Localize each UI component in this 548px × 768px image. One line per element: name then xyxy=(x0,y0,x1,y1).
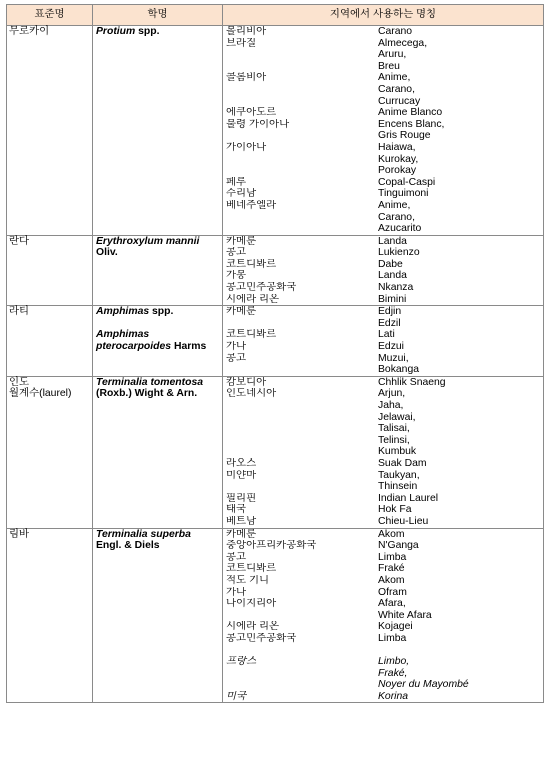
region-name: 가나 xyxy=(226,586,247,598)
local-name: Anime, xyxy=(378,199,411,211)
header-standard-name: 표준명 xyxy=(7,5,93,26)
local-name: Currucay xyxy=(378,95,421,107)
local-name-list xyxy=(378,575,543,587)
local-name: Jelawai, xyxy=(378,411,416,423)
region-entry xyxy=(223,107,543,119)
scientific-name-line xyxy=(96,247,222,259)
scientific-name-line xyxy=(96,341,222,353)
local-name-list xyxy=(378,270,543,282)
local-name: Ofram xyxy=(378,586,407,598)
local-name: Porokay xyxy=(378,165,417,177)
local-name: Thinsein xyxy=(378,481,418,493)
local-name: Encens Blanc, xyxy=(378,118,445,130)
region-entry xyxy=(223,388,543,458)
scientific-name-cell xyxy=(93,306,223,377)
local-name: Korina xyxy=(378,690,409,702)
scientific-authority: Engl. & Diels xyxy=(96,540,160,552)
local-name-list xyxy=(378,587,543,599)
standard-name-cell xyxy=(7,376,93,528)
region-name: 볼리비아 xyxy=(226,26,267,37)
local-name: White Afara xyxy=(378,609,432,621)
scientific-name-line xyxy=(96,377,222,389)
local-name-list xyxy=(378,329,543,341)
local-name-list xyxy=(378,552,543,564)
region-name: 나이지리아 xyxy=(226,598,277,610)
local-name-list xyxy=(378,470,543,493)
region-entry xyxy=(223,341,543,353)
local-name-list xyxy=(378,388,543,458)
standard-name-cell xyxy=(7,26,93,236)
region-name: 가나 xyxy=(226,341,247,353)
region-name: 콩고민주공화국 xyxy=(226,632,297,644)
region-entry xyxy=(223,200,543,235)
region-name: 미국 xyxy=(226,690,247,702)
local-name: Limba xyxy=(378,551,407,563)
scientific-name-cell xyxy=(93,26,223,236)
local-name-list xyxy=(378,458,543,470)
local-name-list xyxy=(378,247,543,259)
region-name: 콩고 xyxy=(226,247,247,259)
region-entry xyxy=(223,119,543,142)
region-name: 적도 기니 xyxy=(226,574,270,586)
standard-name-text: 인도 xyxy=(9,376,30,388)
region-name: 캄보디아 xyxy=(226,376,267,388)
local-name: Kojagei xyxy=(378,621,413,633)
region-entry xyxy=(223,470,543,493)
region-name: 수리남 xyxy=(226,188,257,200)
local-name: Muzui, xyxy=(378,352,409,364)
region-entry xyxy=(223,644,543,656)
region-entry xyxy=(223,306,543,329)
local-name-list xyxy=(378,236,543,248)
local-name-list xyxy=(378,529,543,541)
local-name-list xyxy=(378,691,543,703)
local-name-list xyxy=(378,282,543,294)
table-row xyxy=(7,376,544,528)
region-name: 베트남 xyxy=(226,515,257,527)
local-name-list xyxy=(378,341,543,353)
region-entry xyxy=(223,236,543,248)
table-row xyxy=(7,528,544,703)
region-entry xyxy=(223,587,543,599)
region-name: 코트디봐르 xyxy=(226,329,277,341)
local-name-list xyxy=(378,563,543,575)
scientific-name-cell xyxy=(93,528,223,703)
region-entry xyxy=(223,177,543,189)
scientific-name-cell xyxy=(93,376,223,528)
local-name: Suak Dam xyxy=(378,457,427,469)
table-row xyxy=(7,26,544,236)
scientific-authority: Oliv. xyxy=(96,247,118,259)
wood-names-table xyxy=(6,4,544,703)
local-name: Fraké xyxy=(378,563,405,575)
local-name-list xyxy=(378,353,543,376)
local-name-list xyxy=(378,177,543,189)
local-name-list xyxy=(378,504,543,516)
local-name: Noyer du Mayombé xyxy=(378,679,469,691)
region-entry xyxy=(223,353,543,376)
header-row xyxy=(7,5,544,26)
local-name: Aruru, xyxy=(378,49,407,61)
local-name: Akom xyxy=(378,574,405,586)
local-name: Dabe xyxy=(378,258,403,270)
standard-name-text: 란다 xyxy=(9,235,30,247)
standard-name-text: 무로카이 xyxy=(9,26,50,37)
region-name xyxy=(223,644,378,656)
region-name: 카메룬 xyxy=(226,235,257,247)
local-name-list xyxy=(378,493,543,505)
region-name: 에쿠아도르 xyxy=(226,107,277,119)
local-name: Talisai, xyxy=(378,423,410,435)
region-entry xyxy=(223,504,543,516)
region-name: 콩고 xyxy=(226,352,247,364)
local-names-cell xyxy=(223,528,544,703)
region-entry xyxy=(223,188,543,200)
local-name: Nkanza xyxy=(378,282,414,294)
local-name-list xyxy=(378,598,543,621)
local-name: Jaha, xyxy=(378,400,404,411)
scientific-authority: spp. xyxy=(149,306,174,318)
local-name-list xyxy=(378,633,543,645)
local-name: Bokanga xyxy=(378,364,420,376)
region-entry xyxy=(223,72,543,107)
local-name: Akom xyxy=(378,528,405,540)
local-name: Lukienzo xyxy=(378,247,420,259)
region-entry xyxy=(223,621,543,633)
region-name: 콩고 xyxy=(226,551,247,563)
standard-name-text: 라티 xyxy=(9,306,30,318)
scientific-authority: spp. xyxy=(135,26,160,37)
region-entry xyxy=(223,26,543,38)
region-entry xyxy=(223,552,543,564)
local-name: N'Ganga xyxy=(378,540,419,552)
local-name: Carano xyxy=(378,26,413,37)
local-name-list xyxy=(378,119,543,142)
local-name: Fraké, xyxy=(378,667,408,679)
local-name: Anime Blanco xyxy=(378,107,443,119)
scientific-genus-species: Protium xyxy=(96,26,136,37)
local-names-cell xyxy=(223,306,544,377)
local-names-cell xyxy=(223,376,544,528)
local-name: Carano, xyxy=(378,83,415,95)
scientific-name-line xyxy=(96,388,222,400)
standard-name-text: 림바 xyxy=(9,528,30,540)
local-name: Limbo, xyxy=(378,656,410,668)
region-name: 가봉 xyxy=(226,270,247,282)
scientific-authority: Harms xyxy=(171,341,207,353)
local-name-list xyxy=(378,142,543,177)
region-name: 카메룬 xyxy=(226,528,257,540)
region-name: 라오스 xyxy=(226,457,257,469)
region-name: 가이아나 xyxy=(226,141,267,153)
region-entry xyxy=(223,691,543,703)
local-name: Hok Fa xyxy=(378,504,412,516)
local-name: Tinguimoni xyxy=(378,188,429,200)
local-name: Edzil xyxy=(378,317,401,329)
local-name: Indian Laurel xyxy=(378,492,439,504)
region-name: 시에라 리온 xyxy=(226,293,280,305)
local-name: Landa xyxy=(378,270,407,282)
region-name: 콜롬비아 xyxy=(226,72,267,84)
region-name: 코트디봐르 xyxy=(226,563,277,575)
local-name-list xyxy=(378,259,543,271)
local-name xyxy=(378,644,543,656)
region-entry xyxy=(223,247,543,259)
region-entry xyxy=(223,529,543,541)
scientific-genus-species: pterocarpoides xyxy=(96,341,172,353)
region-entry xyxy=(223,563,543,575)
local-name: Arjun, xyxy=(378,388,406,400)
region-entry xyxy=(223,259,543,271)
local-name: Taukyan, xyxy=(378,469,420,481)
local-name: Landa xyxy=(378,235,407,247)
scientific-name-line xyxy=(96,306,222,318)
local-name: Almecega, xyxy=(378,37,428,49)
local-name: Azucarito xyxy=(378,223,422,235)
local-name-list xyxy=(378,656,543,691)
region-name: 프랑스 xyxy=(226,656,257,668)
region-name: 브라질 xyxy=(226,37,257,49)
local-name: Chieu-Lieu xyxy=(378,515,429,527)
local-name: Gris Rouge xyxy=(378,130,431,142)
local-names-cell xyxy=(223,235,544,306)
local-name: Copal-Caspi xyxy=(378,176,436,188)
table-row xyxy=(7,235,544,306)
scientific-genus-species: Erythroxylum mannii xyxy=(96,235,200,247)
scientific-genus-species: Amphimas xyxy=(96,329,150,341)
local-name-list xyxy=(378,200,543,235)
scientific-name-line xyxy=(96,529,222,541)
scientific-name-line xyxy=(96,236,222,248)
region-entry xyxy=(223,516,543,528)
local-name: Limba xyxy=(378,632,407,644)
region-name: 카메룬 xyxy=(226,306,257,318)
local-name-list xyxy=(378,377,543,389)
region-name: 중앙아프리카공화국 xyxy=(226,540,317,552)
scientific-authority: (Roxb.) Wight & Arn. xyxy=(96,388,198,400)
local-name-list xyxy=(378,72,543,107)
region-name: 페루 xyxy=(226,176,247,188)
region-entry xyxy=(223,294,543,306)
region-entry xyxy=(223,270,543,282)
scientific-genus-species: Terminalia tomentosa xyxy=(96,376,204,388)
local-name: Kurokay, xyxy=(378,153,419,165)
region-name: 미얀마 xyxy=(226,469,257,481)
region-entry xyxy=(223,377,543,389)
local-name-list xyxy=(378,26,543,38)
local-name: Edjin xyxy=(378,306,402,318)
region-entry xyxy=(223,540,543,552)
region-name: 필리핀 xyxy=(226,492,257,504)
local-name: Edzui xyxy=(378,341,404,353)
local-name-list xyxy=(378,38,543,73)
scientific-genus-species: Amphimas xyxy=(96,306,150,318)
local-name-list xyxy=(378,188,543,200)
region-name: 시에라 리온 xyxy=(226,621,280,633)
header-scientific-name: 학명 xyxy=(93,5,223,26)
header-local-names: 지역에서 사용하는 명칭 xyxy=(223,5,544,26)
region-name: 베네주엘라 xyxy=(226,199,277,211)
local-name: Carano, xyxy=(378,211,415,223)
region-entry xyxy=(223,598,543,621)
region-name: 태국 xyxy=(226,504,247,516)
standard-name-text: 월계수(laurel) xyxy=(9,388,72,400)
local-name-list xyxy=(378,644,543,656)
region-entry xyxy=(223,633,543,645)
table-body xyxy=(7,26,544,703)
scientific-name-line xyxy=(96,318,222,330)
region-name: 코트디봐르 xyxy=(226,258,277,270)
region-entry xyxy=(223,656,543,691)
standard-name-cell xyxy=(7,235,93,306)
local-names-cell xyxy=(223,26,544,236)
local-name: Lati xyxy=(378,329,395,341)
region-entry xyxy=(223,282,543,294)
local-name: Haiawa, xyxy=(378,141,416,153)
local-name: Breu xyxy=(378,60,400,72)
local-name: Telinsi, xyxy=(378,434,410,446)
scientific-genus-species: Terminalia superba xyxy=(96,528,191,540)
region-entry xyxy=(223,142,543,177)
region-entry xyxy=(223,493,543,505)
region-entry xyxy=(223,329,543,341)
region-name: 인도네시아 xyxy=(226,388,277,400)
local-name-list xyxy=(378,107,543,119)
local-name-list xyxy=(378,516,543,528)
local-name: Kumbuk xyxy=(378,446,417,458)
region-name: 콩고민주공화국 xyxy=(226,282,297,294)
region-entry xyxy=(223,38,543,73)
scientific-name-cell xyxy=(93,235,223,306)
local-name-list xyxy=(378,294,543,306)
region-entry xyxy=(223,458,543,470)
standard-name-cell xyxy=(7,528,93,703)
region-entry xyxy=(223,575,543,587)
scientific-name-line xyxy=(96,329,222,341)
local-name: Afara, xyxy=(378,598,406,610)
standard-name-cell xyxy=(7,306,93,377)
local-name: Chhlik Snaeng xyxy=(378,376,446,388)
local-name-list xyxy=(378,306,543,329)
local-name: Anime, xyxy=(378,72,411,84)
table-row xyxy=(7,306,544,377)
local-name: Bimini xyxy=(378,293,407,305)
region-name: 불령 가이아나 xyxy=(226,118,290,130)
local-name-list xyxy=(378,540,543,552)
scientific-name-line xyxy=(96,540,222,552)
scientific-name-line xyxy=(96,26,222,38)
local-name-list xyxy=(378,621,543,633)
